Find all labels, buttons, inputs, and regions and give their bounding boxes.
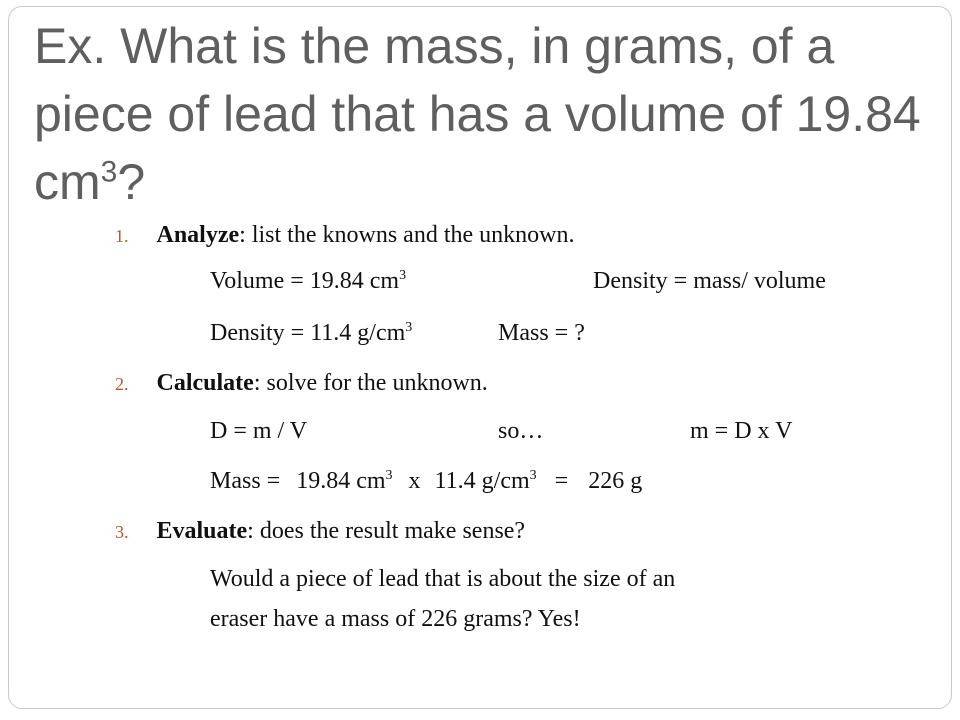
superscript: 3 (385, 468, 393, 483)
equals-sign: = (554, 468, 569, 494)
step-calculate (115, 370, 488, 397)
title-text: Ex. What is the mass, in grams, of a piece of lead that has a volume of 19.84 cm (34, 18, 921, 210)
density-known (210, 320, 412, 347)
title-superscript: 3 (100, 155, 118, 189)
step-number: 1. (115, 226, 129, 246)
step-number: 3. (115, 522, 129, 542)
step-number: 2. (115, 374, 129, 394)
so-label: so… (498, 418, 544, 444)
evaluate-text-1: Would a piece of lead that is about the size of an (210, 566, 676, 592)
step-heading: Evaluate (156, 518, 248, 544)
volume-known (210, 268, 406, 295)
density-formula (593, 268, 826, 295)
superscript: 3 (529, 468, 537, 483)
mass-calculation (210, 468, 642, 495)
density-text: Density = 11.4 g/cm (210, 320, 406, 346)
formula-left (210, 418, 307, 445)
step-heading: Calculate (156, 370, 254, 396)
step-heading: Analyze (156, 222, 240, 248)
step-text: : solve for the unknown. (253, 370, 488, 396)
formula-left-text: D = m / V (210, 418, 308, 444)
so-text (498, 418, 543, 445)
evaluate-line-2 (210, 606, 581, 633)
mass-unknown-text: Mass = ? (498, 320, 585, 346)
times-sign: x (408, 468, 421, 494)
evaluate-text-2: eraser have a mass of 226 grams? Yes! (210, 606, 581, 632)
superscript: 3 (399, 268, 407, 283)
step-evaluate (115, 518, 525, 545)
result-value: 226 g (588, 468, 643, 494)
step-text: : list the knowns and the unknown. (239, 222, 575, 248)
title-end: ? (117, 154, 146, 210)
mass-unknown (498, 320, 585, 347)
density-formula-text: Density = mass/ volume (593, 268, 826, 294)
density-value: 11.4 g/cm (434, 468, 530, 494)
superscript: 3 (405, 320, 413, 335)
step-analyze (115, 222, 574, 249)
formula-right-text: m = D x V (690, 418, 793, 444)
formula-right (690, 418, 792, 445)
volume-text: Volume = 19.84 cm (210, 268, 400, 294)
volume-value: 19.84 cm (296, 468, 386, 494)
step-text: : does the result make sense? (247, 518, 526, 544)
evaluate-line-1 (210, 566, 675, 593)
mass-label: Mass = (210, 468, 281, 494)
